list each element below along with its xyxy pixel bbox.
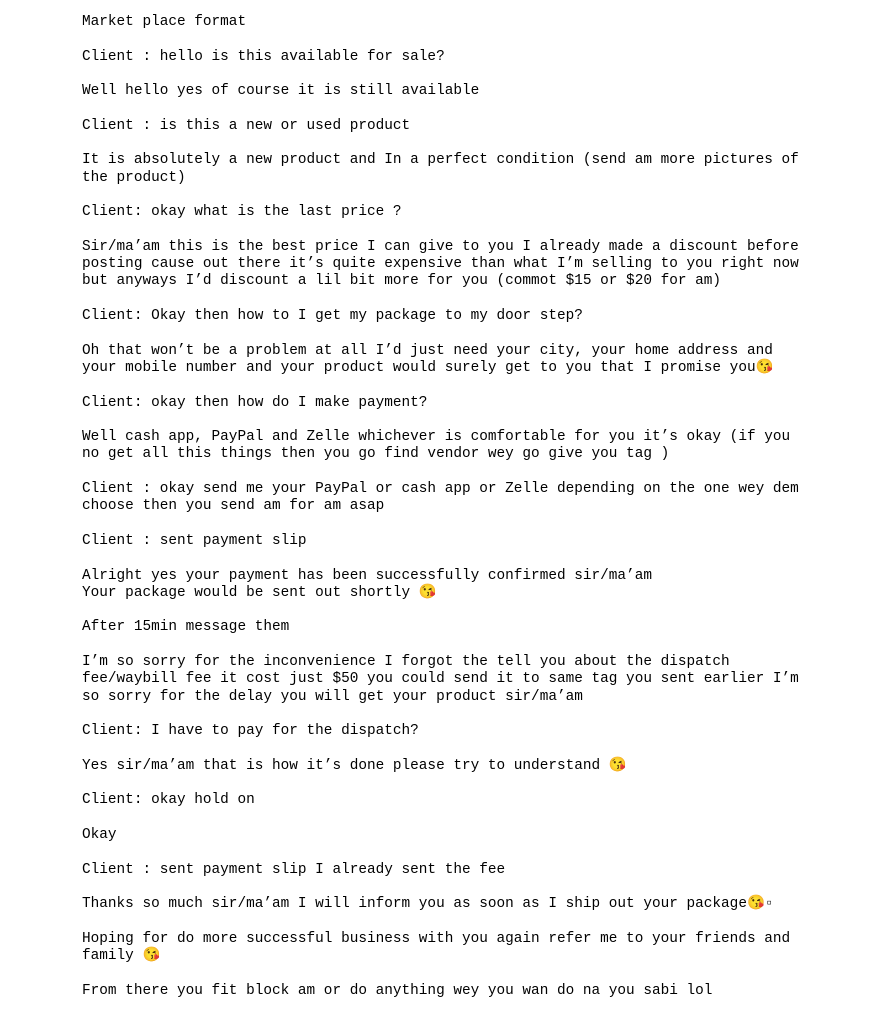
paragraph-spacer [82, 31, 862, 48]
paragraph-spacer [82, 706, 862, 723]
seller-message [82, 152, 862, 187]
document-body [82, 14, 862, 1000]
text-line: I’m so sorry for the inconvenience I forgot the tell you about the dispatch [82, 653, 730, 670]
text-line: Alright yes your payment has been successfully confirmed sir/ma’am [82, 567, 652, 584]
paragraph-spacer [82, 222, 862, 239]
client-message [82, 792, 862, 809]
paragraph-spacer [82, 775, 862, 792]
paragraph-spacer [82, 550, 862, 567]
paragraph-spacer [82, 325, 862, 342]
text-line: your mobile number and your product would surely get to you that I promise you😘 [82, 359, 774, 376]
text-line: so sorry for the delay you will get your product sir/ma’am [82, 688, 583, 705]
paragraph-spacer [82, 965, 862, 982]
paragraph-spacer [82, 810, 862, 827]
paragraph-spacer [82, 844, 862, 861]
paragraph-spacer [82, 879, 862, 896]
paragraph-spacer [82, 516, 862, 533]
text-line: It is absolutely a new product and In a perfect condition (send am more pictures of [82, 152, 799, 169]
seller-message [82, 568, 862, 603]
text-line: Your package would be sent out shortly 😘 [82, 584, 437, 601]
text-line: Hoping for do more successful business with you again refer me to your friends and [82, 930, 791, 947]
client-message [82, 533, 862, 550]
paragraph-spacer [82, 187, 862, 204]
text-line: no get all this things then you go find vendor wey go give you tag ) [82, 446, 670, 463]
text-line: Client: okay then how do I make payment? [82, 394, 428, 411]
text-line: Okay [82, 826, 117, 843]
text-line: the product) [82, 169, 186, 186]
seller-message [82, 654, 862, 706]
text-line: choose then you send am for am asap [82, 498, 385, 515]
seller-message [82, 931, 862, 966]
text-line: Client: okay hold on [82, 792, 255, 809]
client-message [82, 204, 862, 221]
text-line: Client : sent payment slip I already sent the fee [82, 861, 506, 878]
client-message [82, 481, 862, 516]
seller-message [82, 239, 862, 291]
text-line: but anyways I’d discount a lil bit more for you (commot $15 or $20 for am) [82, 273, 722, 290]
paragraph-spacer [82, 66, 862, 83]
text-line: Client : is this a new or used product [82, 117, 411, 134]
seller-message [82, 758, 862, 775]
text-line: Client: Okay then how to I get my package to my door step? [82, 308, 583, 325]
client-message [82, 723, 862, 740]
text-line: Thanks so much sir/ma’am I will inform you as soon as I ship out your package😘▫ [82, 896, 774, 913]
client-message [82, 395, 862, 412]
paragraph-spacer [82, 913, 862, 930]
text-line: Well hello yes of course it is still available [82, 83, 480, 100]
paragraph-spacer [82, 135, 862, 152]
text-line: fee/waybill fee it cost just $50 you could send it to same tag you sent earlier I’m [82, 671, 799, 688]
paragraph-spacer [82, 637, 862, 654]
text-line: family 😘 [82, 948, 161, 965]
text-line: Client : hello is this available for sale? [82, 48, 445, 65]
text-line: Oh that won’t be a problem at all I’d just need your city, your home address and [82, 342, 773, 359]
text-line: posting cause out there it’s quite expensive than what I’m selling to you right now [82, 256, 799, 273]
text-line: After 15min message them [82, 619, 290, 636]
seller-message [82, 83, 862, 100]
text-line: Sir/ma’am this is the best price I can give to you I already made a discount before [82, 238, 799, 255]
note-message [82, 983, 862, 1000]
paragraph-spacer [82, 740, 862, 757]
seller-message [82, 827, 862, 844]
client-message [82, 308, 862, 325]
paragraph-spacer [82, 464, 862, 481]
paragraph-spacer [82, 602, 862, 619]
client-message [82, 118, 862, 135]
text-line: From there you fit block am or do anything wey you wan do na you sabi lol [82, 982, 713, 999]
paragraph-spacer [82, 377, 862, 394]
paragraph-spacer [82, 412, 862, 429]
text-line: Client : okay send me your PayPal or cash app or Zelle depending on the one wey dem [82, 481, 799, 498]
document-title: Market place format [82, 14, 247, 30]
text-line: Client: okay what is the last price ? [82, 204, 402, 221]
paragraph-spacer [82, 100, 862, 117]
paragraph-spacer [82, 291, 862, 308]
client-message [82, 862, 862, 879]
seller-message [82, 429, 862, 464]
text-line: Client: I have to pay for the dispatch? [82, 723, 419, 740]
client-message [82, 49, 862, 66]
paragraph-list [82, 31, 862, 1000]
text-line: Well cash app, PayPal and Zelle whichever is comfortable for you it’s okay (if you [82, 429, 791, 446]
text-line: Client : sent payment slip [82, 532, 307, 549]
text-line: Yes sir/ma’am that is how it’s done please try to understand 😘 [82, 757, 627, 774]
seller-message [82, 343, 862, 378]
note-message [82, 619, 862, 636]
seller-message [82, 896, 862, 913]
